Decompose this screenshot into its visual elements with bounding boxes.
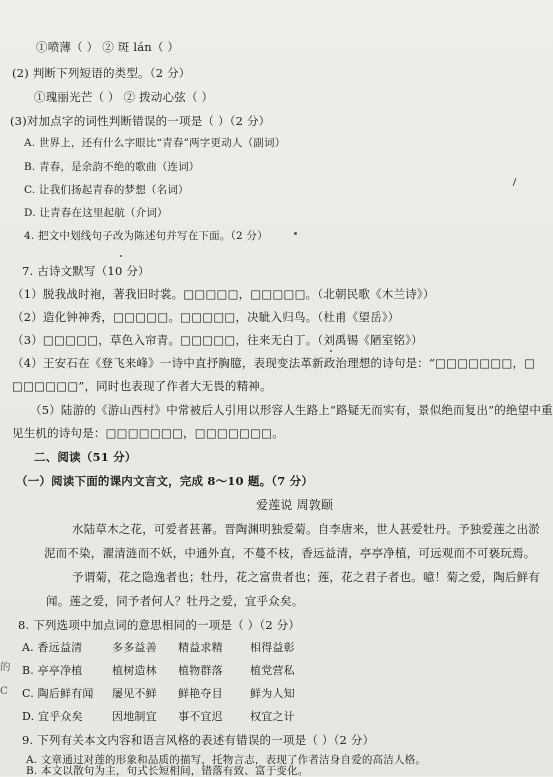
q3-option-b: B. 青春，是余韵不绝的歌曲（连词） [24, 161, 200, 173]
section-reading-title: 二、阅读（51 分） [34, 450, 137, 464]
q8-opt-c-col2: 屡见不鲜 [112, 687, 157, 700]
q3-heading: (3)对加点字的词性判断错误的一项是（ ）（2 分） [10, 114, 271, 128]
q8-opt-b-col2: 植树造林 [112, 664, 157, 677]
q7-item-3: （3）□□□□□，草色入帘青。□□□□□，往来无白丁。（刘禹锡《陋室铭》） [12, 333, 423, 347]
q3-option-d: D. 让青春在这里起航（介词） [24, 207, 168, 219]
q7-item-4-line2: □□□□□□”，同时也表现了作者大无畏的精神。 [12, 379, 272, 393]
q9-heading: 9. 下列有关本文内容和语言风格的表述有错误的一项是（ ）（2 分） [22, 733, 375, 747]
q9-option-a: A. 文章通过对莲的形象和品质的描写，托物言志，表现了作者洁身自爱的高洁人格。 [26, 754, 427, 766]
q7-item-5-line2: 见生机的诗句是：□□□□□□□，□□□□□□□。 [12, 426, 284, 440]
q8-opt-a-col2: 多多益善 [112, 641, 157, 654]
margin-mark-1: 的 [0, 661, 11, 673]
q7-heading: 7. 古诗文默写（10 分） [22, 264, 150, 278]
q3-option-a: A. 世界上，还有什么字眼比“青春”两字更动人（副词） [24, 137, 286, 149]
q8-opt-b-col3: 植物群落 [178, 664, 223, 677]
q8-opt-c-col4: 鲜为人知 [250, 687, 295, 700]
q2-heading: (2) 判断下列短语的类型。（2 分） [12, 66, 191, 80]
subsection-classical-title: （一）阅读下面的课内文言文，完成 8～10 题。（7 分） [16, 474, 314, 488]
q1-pinyin-line: ①喷薄（ ） ② 斑 lán（ ） [36, 40, 180, 54]
q8-opt-c-col1: C. 陶后鲜有闻 [22, 687, 94, 700]
q8-opt-a-col4: 相得益彰 [250, 641, 295, 654]
passage-title-author: 爱莲说 周敦颐 [256, 498, 334, 512]
q7-item-1: （1）脱我战时袍，著我旧时裳。□□□□□，□□□□□。（北朝民歌《木兰诗》） [12, 287, 435, 301]
q3-option-c: C. 让我们扬起青春的梦想（名词） [24, 184, 189, 196]
q8-opt-a-col1: A. 香远益清 [22, 641, 83, 654]
passage-line-1: 水陆草木之花，可爱者甚蕃。晋陶渊明独爱菊。自李唐来，世人甚爱牡丹。予独爱莲之出淤 [72, 522, 540, 536]
speck [120, 255, 122, 257]
q8-opt-d-col1: D. 宜乎众矣 [22, 710, 83, 723]
pen-mark [513, 178, 517, 186]
q7-item-4-line1: （4）王安石在《登飞来峰》一诗中直抒胸臆，表现变法革新政治理想的诗句是：“□□□□□□□，□ [12, 356, 536, 370]
q8-opt-b-col4: 植党营私 [250, 664, 295, 677]
margin-mark-2: C [0, 685, 9, 697]
passage-line-2: 泥而不染，濯清涟而不妖，中通外直，不蔓不枝，香远益清，亭亭净植，可远观而不可亵玩焉。 [44, 546, 536, 560]
speck [330, 350, 332, 352]
q8-opt-b-col1: B. 亭亭净植 [22, 664, 83, 677]
q4-heading: 4. 把文中划线句子改为陈述句并写在下面。（2 分） [24, 230, 268, 242]
q9-option-b: B. 本文以散句为主，句式长短相间，错落有致、富于变化。 [26, 765, 309, 777]
speck [294, 232, 297, 235]
passage-line-4: 闻。莲之爱，同予者何人？牡丹之爱，宜乎众矣。 [46, 594, 304, 608]
q7-item-5-line1: （5）陆游的《游山西村》中常被后人引用以形容人生路上“路疑无而实有，景似绝而复出”的绝望中重 [30, 403, 553, 417]
q8-opt-d-col4: 权宜之计 [250, 710, 295, 723]
q8-opt-d-col2: 因地制宜 [112, 710, 157, 723]
q7-item-2: （2）造化钟神秀，□□□□□。□□□□□，决眦入归鸟。（杜甫《望岳》） [12, 310, 400, 324]
q8-opt-d-col3: 事不宜迟 [178, 710, 223, 723]
q8-opt-a-col3: 精益求精 [178, 641, 223, 654]
q8-heading: 8. 下列选项中加点词的意思相同的一项是（ ）（2 分） [18, 618, 301, 632]
q2-phrases: ①瑰丽光芒（ ） ② 拨动心弦（ ） [34, 90, 214, 104]
passage-line-3: 予谓菊，花之隐逸者也；牡丹，花之富贵者也；莲，花之君子者也。噫！菊之爱，陶后鲜有 [72, 570, 540, 584]
q8-opt-c-col3: 鲜艳夺目 [178, 687, 223, 700]
